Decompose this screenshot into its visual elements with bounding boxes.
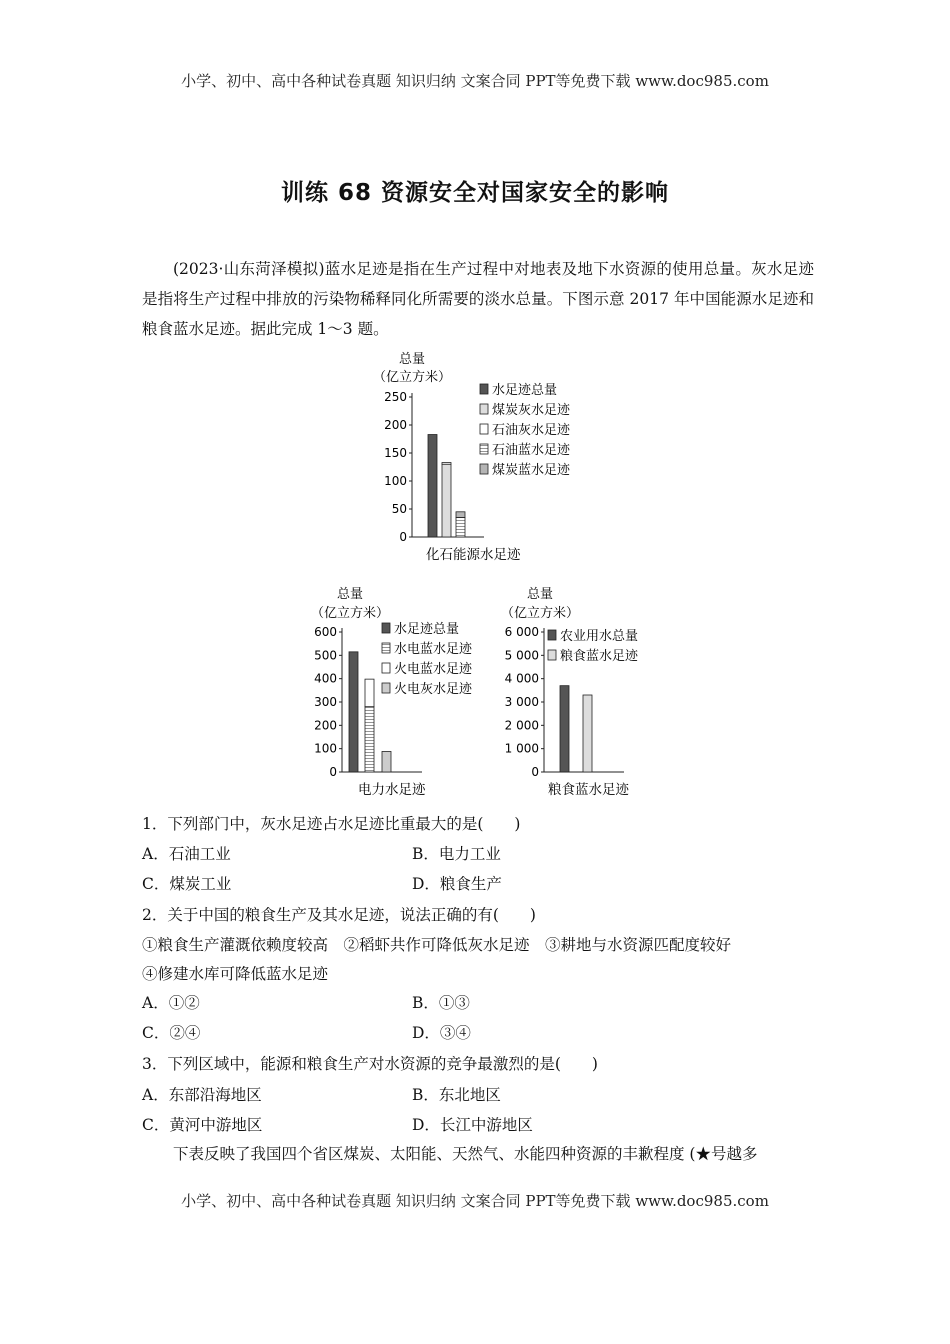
y-tick-label: 100 (384, 474, 407, 488)
bar-粮食蓝水足迹 (583, 695, 592, 772)
y-tick-label: 400 (314, 671, 337, 686)
y-tick-label: 150 (384, 446, 407, 460)
y-tick-label: 5 000 (504, 648, 539, 663)
legend-label: 煤炭灰水足迹 (492, 403, 571, 418)
y-tick-label: 100 (314, 741, 337, 756)
y-axis-unit: （亿立方米） (500, 606, 580, 621)
bar-水足迹总量 (349, 652, 358, 772)
chart-title: 电力水足迹 (358, 782, 426, 798)
legend-label: 煤炭蓝水足迹 (492, 463, 571, 478)
y-tick-label: 500 (314, 648, 337, 663)
bar-煤炭蓝水足迹 (456, 512, 465, 518)
y-tick-label: 200 (384, 418, 407, 432)
y-tick-label: 2 000 (504, 718, 539, 733)
legend-label: 农业用水总量 (560, 629, 639, 644)
legend-swatch (480, 384, 488, 394)
bar-火电灰水足迹 (382, 751, 391, 772)
y-tick-label: 0 (531, 765, 539, 779)
legend-swatch (480, 444, 488, 454)
question-3-option-c: C．黄河中游地区 (142, 1116, 263, 1134)
y-tick-label: 1 000 (504, 741, 539, 756)
question-1-option-b: B．电力工业 (412, 845, 501, 863)
legend-label: 石油蓝水足迹 (492, 443, 571, 458)
question-1-option-d: D．粮食生产 (412, 875, 502, 893)
y-axis-unit: （亿立方米） (310, 606, 390, 621)
bar-石油蓝水足迹 (456, 517, 465, 537)
legend-label: 粮食蓝水足迹 (560, 649, 639, 664)
question-2-stem: 2．关于中国的粮食生产及其水足迹，说法正确的有( ) (142, 906, 536, 924)
y-axis-label: 总量 (398, 352, 426, 367)
y-axis-unit: （亿立方米） (372, 370, 452, 385)
y-tick-label: 250 (384, 390, 407, 404)
legend-swatch (382, 643, 390, 653)
y-tick-label: 0 (399, 530, 407, 544)
y-tick-label: 6 000 (504, 625, 539, 639)
bar-煤炭灰水足迹 (442, 464, 451, 537)
y-tick-label: 200 (314, 718, 337, 733)
y-tick-label: 300 (314, 695, 337, 709)
legend-label: 石油灰水足迹 (492, 423, 571, 438)
question-2-statements-2: ④修建水库可降低蓝水足迹 (142, 965, 329, 983)
question-2-option-d: D．③④ (412, 1024, 471, 1042)
y-axis-label: 总量 (336, 587, 364, 602)
legend-swatch (548, 650, 556, 660)
question-3-stem: 3．下列区域中，能源和粮食生产对水资源的竞争最激烈的是( ) (142, 1055, 598, 1073)
legend-swatch (480, 404, 488, 414)
bar-水足迹总量 (428, 435, 437, 537)
question-1-option-c: C．煤炭工业 (142, 875, 232, 893)
page-header: 小学、初中、高中各种试卷真题 知识归纳 文案合同 PPT等免费下载 www.doc985.com (181, 72, 769, 90)
legend-swatch (382, 623, 390, 633)
chart-electricity (290, 583, 500, 801)
question-1-stem: 1．下列部门中，灰水足迹占水足迹比重最大的是( ) (142, 815, 521, 833)
question-1-option-a: A．石油工业 (142, 845, 231, 863)
chart-title: 粮食蓝水足迹 (548, 782, 629, 798)
legend-swatch (382, 683, 390, 693)
legend-swatch (480, 464, 488, 474)
bar-水电蓝水足迹 (365, 707, 374, 772)
chart-title: 化石能源水足迹 (426, 547, 521, 563)
bar-石油灰水足迹 (442, 463, 451, 465)
y-tick-label: 3 000 (504, 695, 539, 709)
chart-fossil-energy (360, 348, 620, 570)
legend-label: 火电蓝水足迹 (394, 662, 473, 677)
legend-label: 水电蓝水足迹 (394, 642, 473, 657)
legend-swatch (548, 630, 556, 640)
y-tick-label: 4 000 (504, 671, 539, 686)
y-axis-label: 总量 (526, 587, 554, 602)
legend-swatch (480, 424, 488, 434)
question-2-option-c: C．②④ (142, 1024, 201, 1042)
page-footer: 小学、初中、高中各种试卷真题 知识归纳 文案合同 PPT等免费下载 www.doc985.com (181, 1192, 769, 1210)
question-2-option-b: B．①③ (412, 994, 470, 1012)
legend-swatch (382, 663, 390, 673)
next-paragraph: 下表反映了我国四个省区煤炭、太阳能、天然气、水能四种资源的丰歉程度 (★号越多 (173, 1145, 758, 1163)
y-tick-label: 0 (329, 765, 337, 779)
legend-label: 水足迹总量 (492, 383, 558, 398)
question-3-option-a: A．东部沿海地区 (142, 1086, 262, 1104)
chart-grain (498, 583, 678, 801)
bar-火电蓝水足迹 (365, 679, 374, 707)
intro-paragraph: (2023·山东菏泽模拟)蓝水足迹是指在生产过程中对地表及地下水资源的使用总量。灰水足迹是指将生产过程中排放的污染物稀释同化所需要的淡水总量。下图示意 2017 年中国能源水足迹和粮食蓝水足迹。据此完成 1～3 题。 (142, 260, 814, 338)
page-title: 训练 68 资源安全对国家安全的影响 (280, 180, 670, 206)
question-2-option-a: A．①② (142, 994, 200, 1012)
y-tick-label: 600 (314, 625, 337, 639)
legend-label: 火电灰水足迹 (394, 682, 473, 697)
bar-农业用水总量 (560, 686, 569, 772)
question-3-option-b: B．东北地区 (412, 1086, 501, 1104)
legend-label: 水足迹总量 (394, 622, 460, 637)
y-tick-label: 50 (391, 502, 407, 516)
question-3-option-d: D．长江中游地区 (412, 1116, 533, 1134)
question-2-statements-1: ①粮食生产灌溉依赖度较高 ②稻虾共作可降低灰水足迹 ③耕地与水资源匹配度较好 (142, 936, 732, 954)
